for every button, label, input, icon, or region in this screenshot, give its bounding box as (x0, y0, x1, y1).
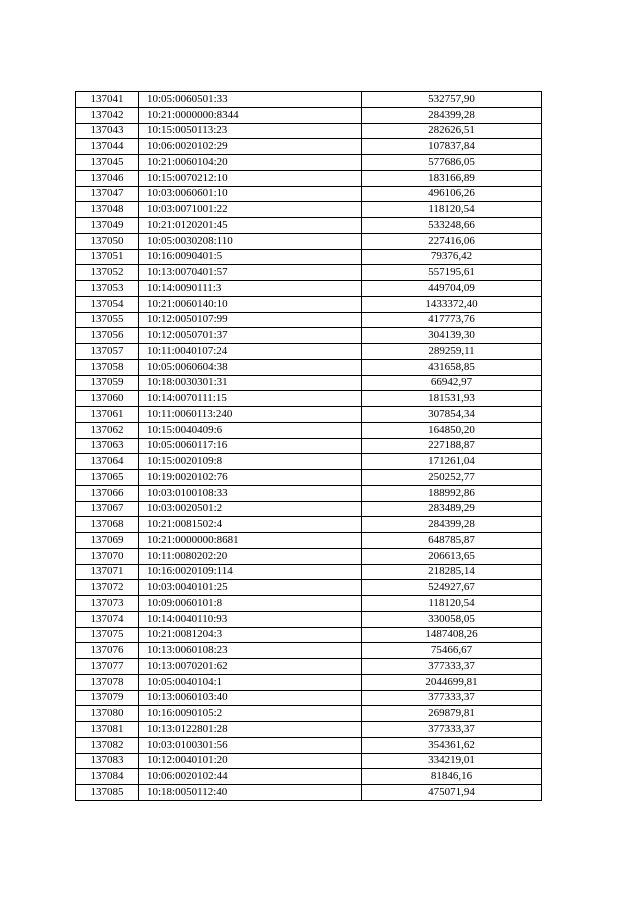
cadastral-number-cell: 10:05:0060604:38 (139, 359, 362, 375)
cadastral-number-cell: 10:18:0030301:31 (139, 375, 362, 391)
amount-cell: 227416,06 (362, 233, 542, 249)
table-row (76, 659, 542, 675)
amount-cell: 181531,93 (362, 391, 542, 407)
amount-cell: 284399,28 (362, 107, 542, 123)
row-number-cell: 137061 (76, 407, 139, 423)
amount-cell: 377333,37 (362, 659, 542, 675)
amount-cell: 1433372,40 (362, 296, 542, 312)
amount-cell: 377333,37 (362, 722, 542, 738)
amount-cell: 330058,05 (362, 611, 542, 627)
row-number-cell: 137044 (76, 139, 139, 155)
table-row (76, 375, 542, 391)
table-row (76, 92, 542, 108)
amount-cell: 533248,66 (362, 218, 542, 234)
cadastral-number-cell: 10:05:0060117:16 (139, 438, 362, 454)
row-number-cell: 137065 (76, 470, 139, 486)
table-row (76, 501, 542, 517)
amount-cell: 532757,90 (362, 92, 542, 108)
cadastral-number-cell: 10:12:0040101:20 (139, 753, 362, 769)
row-number-cell: 137049 (76, 218, 139, 234)
amount-cell: 282626,51 (362, 123, 542, 139)
amount-cell: 107837,84 (362, 139, 542, 155)
row-number-cell: 137056 (76, 328, 139, 344)
row-number-cell: 137048 (76, 202, 139, 218)
table-row (76, 722, 542, 738)
amount-cell: 334219,01 (362, 753, 542, 769)
amount-cell: 496106,26 (362, 186, 542, 202)
table-row (76, 170, 542, 186)
row-number-cell: 137074 (76, 611, 139, 627)
row-number-cell: 137083 (76, 753, 139, 769)
cadastral-number-cell: 10:12:0050701:37 (139, 328, 362, 344)
row-number-cell: 137043 (76, 123, 139, 139)
row-number-cell: 137055 (76, 312, 139, 328)
table-row (76, 706, 542, 722)
table-row (76, 391, 542, 407)
amount-cell: 206613,65 (362, 548, 542, 564)
table-row (76, 785, 542, 801)
cadastral-number-cell: 10:03:0100108:33 (139, 485, 362, 501)
cadastral-number-cell: 10:03:0060601:10 (139, 186, 362, 202)
row-number-cell: 137060 (76, 391, 139, 407)
row-number-cell: 137066 (76, 485, 139, 501)
row-number-cell: 137059 (76, 375, 139, 391)
cadastral-number-cell: 10:11:0040107:24 (139, 344, 362, 360)
cadastral-number-cell: 10:16:0090105:2 (139, 706, 362, 722)
amount-cell: 475071,94 (362, 785, 542, 801)
table-row (76, 344, 542, 360)
table-row (76, 737, 542, 753)
table-row (76, 107, 542, 123)
table-row (76, 139, 542, 155)
cadastral-number-cell: 10:11:0060113:240 (139, 407, 362, 423)
table-row (76, 422, 542, 438)
amount-cell: 164850,20 (362, 422, 542, 438)
table-row (76, 186, 542, 202)
cadastral-number-cell: 10:13:0060108:23 (139, 643, 362, 659)
row-number-cell: 137084 (76, 769, 139, 785)
amount-cell: 118120,54 (362, 596, 542, 612)
cadastral-number-cell: 10:14:0090111:3 (139, 281, 362, 297)
table-row (76, 470, 542, 486)
table-row (76, 155, 542, 171)
amount-cell: 188992,86 (362, 485, 542, 501)
amount-cell: 557195,61 (362, 265, 542, 281)
cadastral-number-cell: 10:14:0070111:15 (139, 391, 362, 407)
table-row (76, 627, 542, 643)
row-number-cell: 137045 (76, 155, 139, 171)
table-row (76, 580, 542, 596)
amount-cell: 218285,14 (362, 564, 542, 580)
amount-cell: 417773,76 (362, 312, 542, 328)
row-number-cell: 137068 (76, 517, 139, 533)
table-row (76, 690, 542, 706)
table-row (76, 312, 542, 328)
table-row (76, 407, 542, 423)
cadastral-number-cell: 10:21:0000000:8344 (139, 107, 362, 123)
cadastral-number-cell: 10:15:0020109:8 (139, 454, 362, 470)
table-row (76, 265, 542, 281)
cadastral-number-cell: 10:06:0020102:29 (139, 139, 362, 155)
amount-cell: 227188,87 (362, 438, 542, 454)
row-number-cell: 137041 (76, 92, 139, 108)
cadastral-number-cell: 10:15:0050113:23 (139, 123, 362, 139)
cadastral-number-cell: 10:21:0060140:10 (139, 296, 362, 312)
table-row (76, 596, 542, 612)
cadastral-number-cell: 10:13:0060103:40 (139, 690, 362, 706)
cadastral-number-cell: 10:21:0060104:20 (139, 155, 362, 171)
table-row (76, 753, 542, 769)
amount-cell: 66942,97 (362, 375, 542, 391)
cadastral-number-cell: 10:03:0040101:25 (139, 580, 362, 596)
row-number-cell: 137057 (76, 344, 139, 360)
cadastral-number-cell: 10:15:0040409:6 (139, 422, 362, 438)
cadastral-number-cell: 10:03:0071001:22 (139, 202, 362, 218)
table-row (76, 517, 542, 533)
cadastral-value-table (75, 91, 542, 801)
amount-cell: 648785,87 (362, 533, 542, 549)
table-row (76, 249, 542, 265)
amount-cell: 431658,85 (362, 359, 542, 375)
cadastral-number-cell: 10:21:0000000:8681 (139, 533, 362, 549)
row-number-cell: 137050 (76, 233, 139, 249)
table-row (76, 123, 542, 139)
cadastral-number-cell: 10:19:0020102:76 (139, 470, 362, 486)
row-number-cell: 137080 (76, 706, 139, 722)
amount-cell: 75466,67 (362, 643, 542, 659)
cadastral-number-cell: 10:16:0090401:5 (139, 249, 362, 265)
cadastral-number-cell: 10:21:0120201:45 (139, 218, 362, 234)
row-number-cell: 137051 (76, 249, 139, 265)
amount-cell: 171261,04 (362, 454, 542, 470)
row-number-cell: 137072 (76, 580, 139, 596)
table-row (76, 328, 542, 344)
row-number-cell: 137071 (76, 564, 139, 580)
cadastral-number-cell: 10:12:0050107:99 (139, 312, 362, 328)
amount-cell: 449704,09 (362, 281, 542, 297)
cadastral-number-cell: 10:21:0081502:4 (139, 517, 362, 533)
table-row (76, 218, 542, 234)
table-row (76, 359, 542, 375)
amount-cell: 2044699,81 (362, 674, 542, 690)
cadastral-number-cell: 10:13:0070201:62 (139, 659, 362, 675)
cadastral-number-cell: 10:13:0122801:28 (139, 722, 362, 738)
table-row (76, 281, 542, 297)
amount-cell: 81846,16 (362, 769, 542, 785)
row-number-cell: 137052 (76, 265, 139, 281)
row-number-cell: 137085 (76, 785, 139, 801)
cadastral-number-cell: 10:18:0050112:40 (139, 785, 362, 801)
table-row (76, 454, 542, 470)
cadastral-number-cell: 10:15:0070212:10 (139, 170, 362, 186)
row-number-cell: 137073 (76, 596, 139, 612)
row-number-cell: 137047 (76, 186, 139, 202)
row-number-cell: 137079 (76, 690, 139, 706)
row-number-cell: 137063 (76, 438, 139, 454)
row-number-cell: 137053 (76, 281, 139, 297)
cadastral-number-cell: 10:06:0020102:44 (139, 769, 362, 785)
amount-cell: 269879,81 (362, 706, 542, 722)
table-row (76, 564, 542, 580)
cadastral-number-cell: 10:11:0080202:20 (139, 548, 362, 564)
row-number-cell: 137081 (76, 722, 139, 738)
cadastral-number-cell: 10:09:0060101:8 (139, 596, 362, 612)
table-row (76, 548, 542, 564)
table-row (76, 296, 542, 312)
row-number-cell: 137064 (76, 454, 139, 470)
cadastral-number-cell: 10:21:0081204:3 (139, 627, 362, 643)
row-number-cell: 137042 (76, 107, 139, 123)
row-number-cell: 137082 (76, 737, 139, 753)
amount-cell: 307854,34 (362, 407, 542, 423)
row-number-cell: 137078 (76, 674, 139, 690)
amount-cell: 304139,30 (362, 328, 542, 344)
cadastral-number-cell: 10:13:0070401:57 (139, 265, 362, 281)
cadastral-number-cell: 10:05:0040104:1 (139, 674, 362, 690)
amount-cell: 354361,62 (362, 737, 542, 753)
table-row (76, 643, 542, 659)
row-number-cell: 137076 (76, 643, 139, 659)
amount-cell: 183166,89 (362, 170, 542, 186)
amount-cell: 524927,67 (362, 580, 542, 596)
table-body (76, 92, 542, 801)
row-number-cell: 137067 (76, 501, 139, 517)
row-number-cell: 137046 (76, 170, 139, 186)
cadastral-number-cell: 10:16:0020109:114 (139, 564, 362, 580)
cadastral-number-cell: 10:14:0040110:93 (139, 611, 362, 627)
amount-cell: 118120,54 (362, 202, 542, 218)
row-number-cell: 137070 (76, 548, 139, 564)
table-row (76, 769, 542, 785)
cadastral-number-cell: 10:05:0060501:33 (139, 92, 362, 108)
table-row (76, 611, 542, 627)
table-row (76, 533, 542, 549)
row-number-cell: 137075 (76, 627, 139, 643)
table-row (76, 674, 542, 690)
table-row (76, 233, 542, 249)
amount-cell: 79376,42 (362, 249, 542, 265)
amount-cell: 577686,05 (362, 155, 542, 171)
amount-cell: 289259,11 (362, 344, 542, 360)
row-number-cell: 137058 (76, 359, 139, 375)
table-row (76, 438, 542, 454)
amount-cell: 250252,77 (362, 470, 542, 486)
table-row (76, 202, 542, 218)
row-number-cell: 137054 (76, 296, 139, 312)
amount-cell: 377333,37 (362, 690, 542, 706)
row-number-cell: 137069 (76, 533, 139, 549)
table-row (76, 485, 542, 501)
amount-cell: 284399,28 (362, 517, 542, 533)
amount-cell: 283489,29 (362, 501, 542, 517)
cadastral-number-cell: 10:05:0030208:110 (139, 233, 362, 249)
document-table-container (75, 91, 541, 801)
row-number-cell: 137062 (76, 422, 139, 438)
cadastral-number-cell: 10:03:0100301:56 (139, 737, 362, 753)
amount-cell: 1487408,26 (362, 627, 542, 643)
cadastral-number-cell: 10:03:0020501:2 (139, 501, 362, 517)
row-number-cell: 137077 (76, 659, 139, 675)
